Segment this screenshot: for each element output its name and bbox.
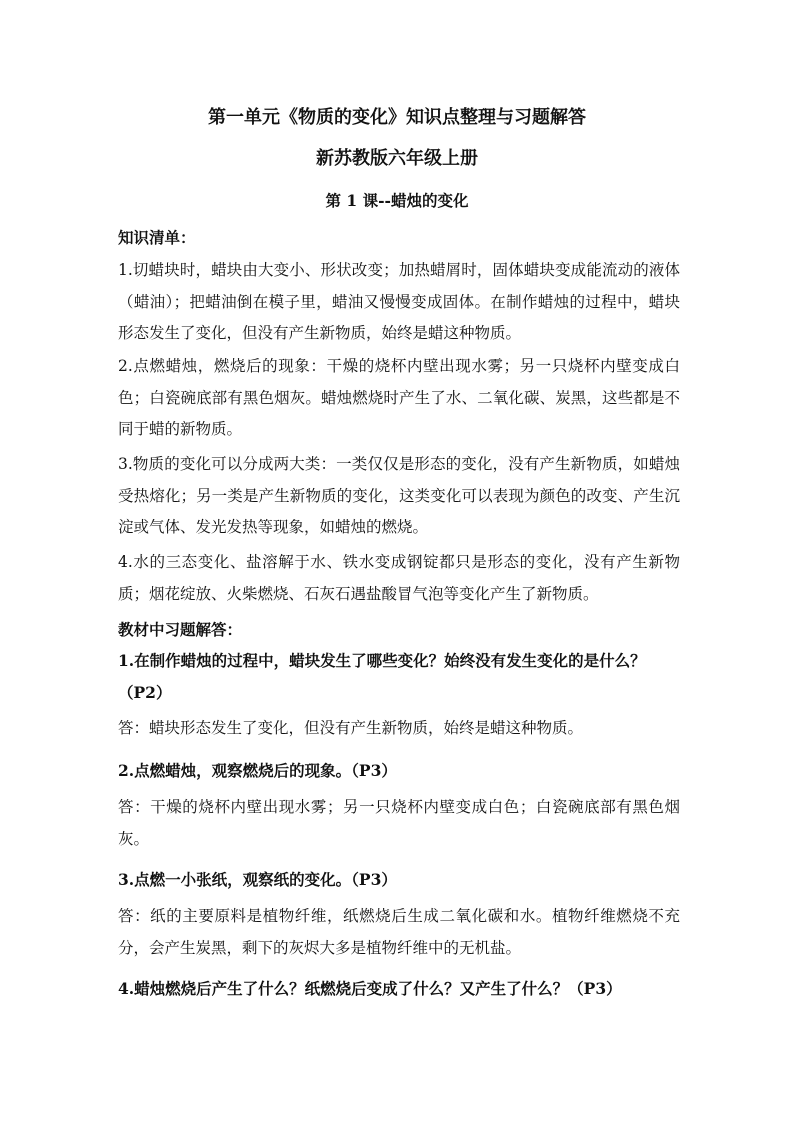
answer-2: 答：干燥的烧杯内壁出现水雾；另一只烧杯内壁变成白色；白瓷碗底部有黑色烟灰。 [118,798,680,848]
knowledge-item-4: 4.水的三态变化、盐溶解于水、铁水变成钢锭都只是形态的变化，没有产生新物质；烟花绽放、火柴燃烧、石灰石遇盐酸冒气泡等变化产生了新物质。 [118,553,680,603]
knowledge-item-3: 3.物质的变化可以分成两大类：一类仅仅是形态的变化，没有产生新物质，如蜡烛受热熔化；另一类是产生新物质的变化，这类变化可以表现为颜色的改变、产生沉淀或气体、发光发热等现象，如蜡烛的燃烧。 [118,455,680,536]
knowledge-item-1: 1.切蜡块时，蜡块由大变小、形状改变；加热蜡屑时，固体蜡块变成能流动的液体（蜡油）；把蜡油倒在模子里，蜡油又慢慢变成固体。在制作蜡烛的过程中，蜡块形态发生了变化，但没有产生新物质，始终是蜡这种物质。 [118,261,680,342]
question-2: 2.点燃蜡烛，观察燃烧后的现象。（P3） [118,761,397,780]
lesson-title: 第 1 课--蜡烛的变化 [325,191,469,210]
answer-3: 答：纸的主要原料是植物纤维，纸燃烧后生成二氧化碳和水。植物纤维燃烧不充分，会产生炭黑，剩下的灰烬大多是植物纤维中的无机盐。 [118,907,680,957]
question-4: 4.蜡烛燃烧后产生了什么？纸燃烧后变成了什么？又产生了什么？（P3） [118,979,622,998]
knowledge-heading: 知识清单： [118,228,196,247]
document-title: 第一单元《物质的变化》知识点整理与习题解答 [208,107,586,128]
answer-1: 答：蜡块形态发生了变化，但没有产生新物质，始终是蜡这种物质。 [118,719,584,737]
question-1: 1.在制作蜡烛的过程中，蜡块发生了哪些变化？始终没有发生变化的是什么？（P2） [118,651,646,702]
knowledge-item-2: 2.点燃蜡烛，燃烧后的现象：干燥的烧杯内壁出现水雾；另一只烧杯内壁变成白色；白瓷碗底部有黑色烟灰。蜡烛燃烧时产生了水、二氧化碳、炭黑，这些都是不同于蜡的新物质。 [118,357,680,438]
document-subtitle: 新苏教版六年级上册 [316,148,478,169]
exercise-heading: 教材中习题解答： [118,620,243,639]
question-3: 3.点燃一小张纸，观察纸的变化。（P3） [118,870,397,889]
